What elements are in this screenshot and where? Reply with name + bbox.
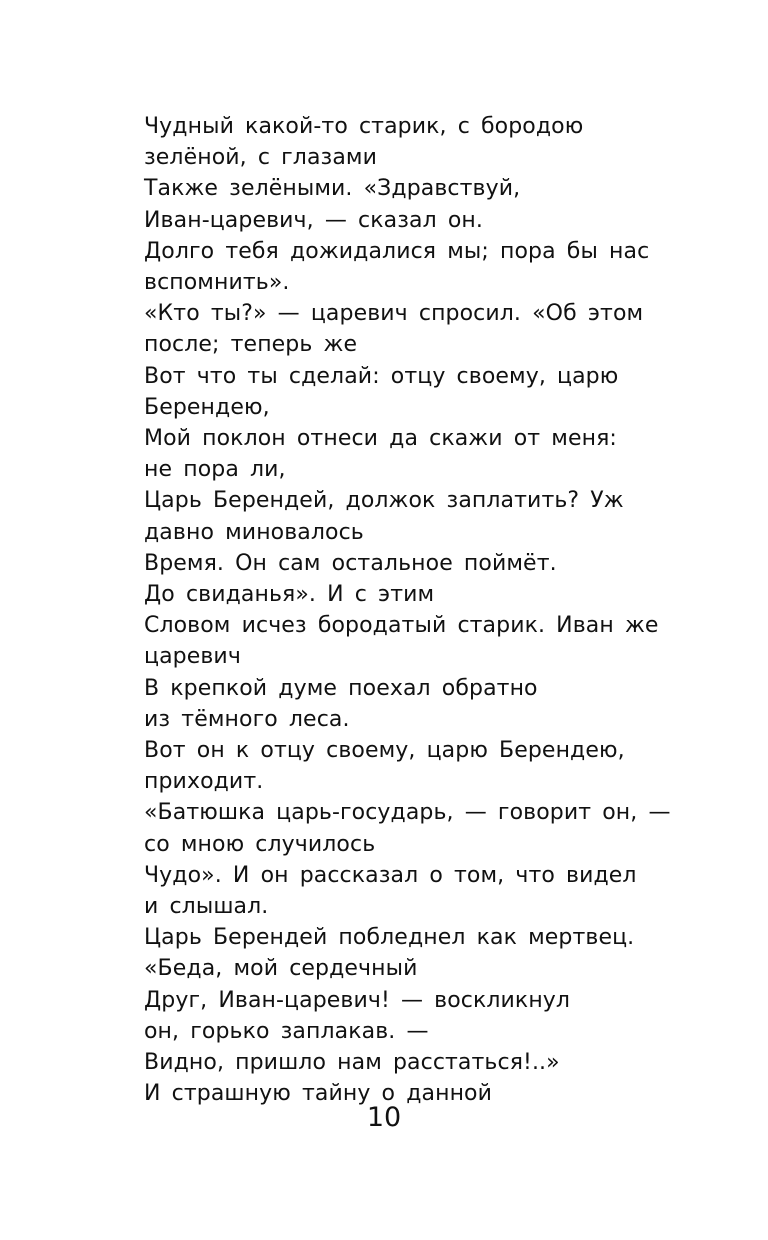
text-line: приходит. xyxy=(144,769,264,795)
text-line: Мой поклон отнеси да скажи от меня: xyxy=(144,426,617,452)
text-line: Чудо». И он рассказал о том, что видел xyxy=(144,862,637,888)
text-line: «Батюшка царь-государь, — говорит он, — xyxy=(144,800,671,826)
text-line: Друг, Иван-царевич! — воскликнул xyxy=(144,987,571,1013)
text-line: Чудный какой-то старик, с бородою xyxy=(144,114,584,139)
text-line: вспомнить». xyxy=(144,270,290,296)
text-line: Словом исчез бородатый старик. Иван же xyxy=(144,613,659,639)
text-line: не пора ли, xyxy=(144,457,286,483)
text-line: И страшную тайну о данной xyxy=(144,1081,493,1107)
text-line: Долго тебя дожидалися мы; пора бы нас xyxy=(144,238,650,264)
text-line: зелёной, с глазами xyxy=(144,145,378,171)
text-line: Берендею, xyxy=(144,394,270,420)
text-line: царевич xyxy=(144,644,241,670)
text-line: «Беда, мой сердечный xyxy=(144,956,418,982)
text-line: Также зелёными. «Здравствуй, xyxy=(144,176,521,202)
text-line: «Кто ты?» — царевич спросил. «Об этом xyxy=(144,301,644,327)
text-line: Царь Берендей, должок заплатить? Уж xyxy=(144,488,624,514)
text-line: Вот он к отцу своему, царю Берендею, xyxy=(144,738,625,764)
text-line: Царь Берендей побледнел как мертвец. xyxy=(144,925,635,951)
page-number: 10 xyxy=(366,1102,402,1133)
text-line: он, горько заплакав. — xyxy=(144,1018,429,1044)
text-line: из тёмного леса. xyxy=(144,706,350,732)
page-body-text xyxy=(144,111,704,1110)
text-line: со мною случилось xyxy=(144,831,376,857)
text-line: В крепкой думе поехал обратно xyxy=(144,675,538,701)
text-line: и слышал. xyxy=(144,894,269,920)
text-line: давно миновалось xyxy=(144,519,364,545)
text-line: Видно, пришло нам расстаться!..» xyxy=(144,1050,560,1076)
text-line: после; теперь же xyxy=(144,332,358,358)
text-line: До свиданья». И с этим xyxy=(144,582,435,608)
text-line: Время. Он сам остальное поймёт. xyxy=(144,550,557,576)
text-line: Вот что ты сделай: отцу своему, царю xyxy=(144,363,619,389)
text-line: Иван-царевич, — сказал он. xyxy=(144,207,483,233)
